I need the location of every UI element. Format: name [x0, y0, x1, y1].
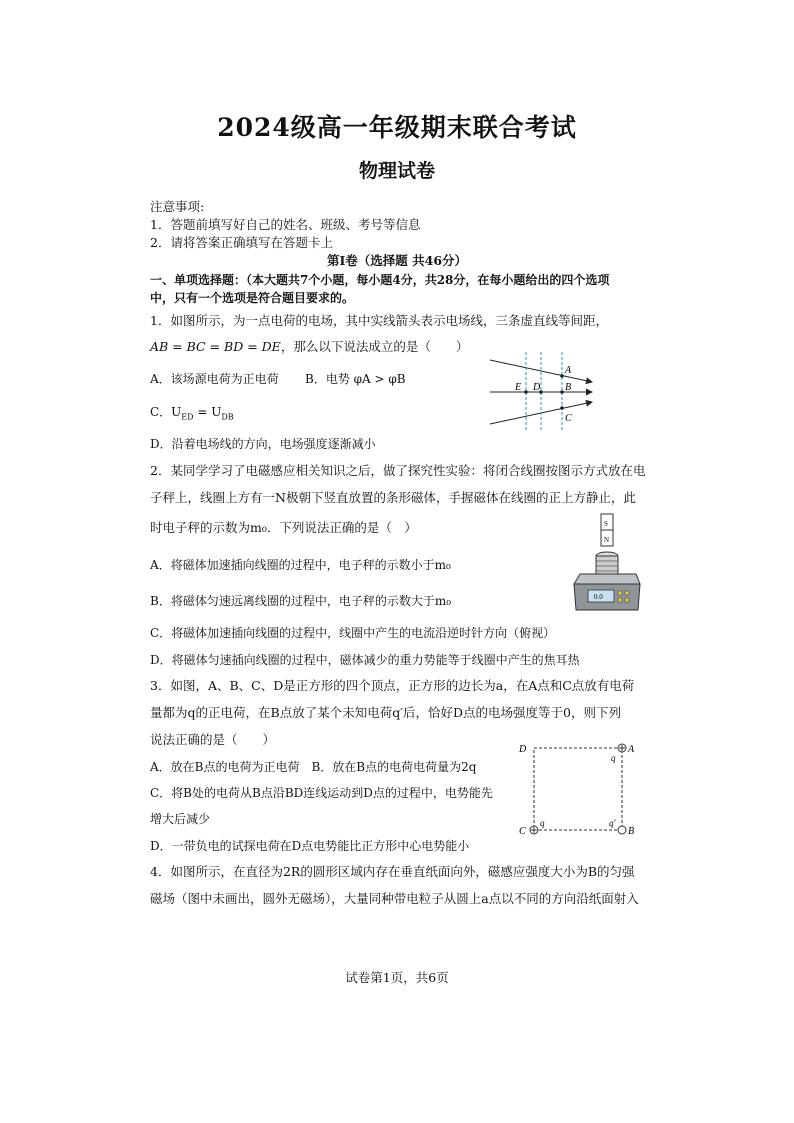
- notice-item-1: 1．答题前填写好自己的姓名、班级、考号等信息: [150, 217, 421, 232]
- q3-stem-line1: 3．如图，A、B、C、D是正方形的四个顶点，正方形的边长为a，在A点和C点放有电荷: [150, 678, 635, 693]
- q3-fig-label-q-a: q: [611, 753, 616, 763]
- q3-fig-label-q-c: q: [540, 818, 545, 828]
- q1-fig-label-b: B: [565, 382, 572, 393]
- q1-eq-suffix: ，那么以下说法成立的是（ ）: [280, 339, 469, 354]
- q1-fig-label-a: A: [565, 365, 572, 376]
- q1-option-c-mid: = U: [193, 405, 222, 419]
- q2-figure-scale-magnet: [570, 512, 642, 616]
- q3-fig-label-q-b: q′: [609, 818, 616, 828]
- q1-option-c: [150, 404, 234, 425]
- q2-fig-label-n: N: [604, 536, 610, 544]
- section-instruction-line1: 一、单项选择题：（本大题共7个小题，每小题4分，共28分，在每小题给出的四个选项: [150, 273, 610, 287]
- q3-fig-label-c: C: [519, 826, 526, 836]
- q4-stem-line2: 磁场（图中未画出，圆外无磁场），大量同种带电粒子从圆上a点以不同的方向沿纸面射入: [150, 891, 639, 906]
- q2-option-d: D．将磁体匀速插向线圈的过程中，磁体减少的重力势能等于线圈中产生的焦耳热: [150, 653, 580, 667]
- page-subtitle: 物理试卷: [358, 160, 435, 182]
- q3-option-ab: A．放在B点的电荷为正电荷 B．放在B点的电荷电荷量为2q: [150, 760, 477, 774]
- q1-stem-line1: 1．如图所示，为一点电荷的电场，其中实线箭头表示电场线，三条虚直线等间距，: [150, 313, 608, 328]
- q4-stem-line1: 4．如图所示，在直径为2R的圆形区域内存在垂直纸面向外，磁感应强度大小为B的匀强: [150, 864, 635, 879]
- q3-fig-label-d: D: [519, 744, 527, 755]
- q3-fig-label-b: B: [628, 826, 635, 836]
- notice-item-2: 2．请将答案正确填写在答题卡上: [150, 235, 333, 250]
- q1-fig-label-c: C: [565, 413, 572, 424]
- q1-option-b: B．电势 φA > φB: [305, 372, 406, 386]
- q3-fig-label-a: A: [628, 744, 635, 755]
- q3-option-c-line1: C．将B处的电荷从B点沿BD连线运动到D点的过程中，电势能先: [150, 786, 493, 800]
- q1-option-c-label: C．U: [150, 405, 182, 419]
- q2-option-c: C．将磁体加速插向线圈的过程中，线圈中产生的电流沿逆时针方向（俯视）: [150, 626, 556, 640]
- section-instruction-line2: 中，只有一个选项是符合题目要求的。: [150, 291, 355, 305]
- page-footer: 试卷第1页，共6页: [345, 970, 449, 985]
- q3-stem-line3: 说法正确的是（ ）: [150, 732, 276, 747]
- q1-figure-field-lines: [486, 350, 598, 434]
- notice-heading: 注意事项:: [150, 199, 205, 214]
- q2-stem-line2: 子秤上，线圈上方有一N极朝下竖直放置的条形磁体，手握磁体在线圈的正上方静止，此: [150, 490, 636, 505]
- section-title: 第Ⅰ卷（选择题 共46分）: [326, 253, 468, 268]
- q1-equation: AB = BC = BD = DE: [150, 339, 281, 354]
- q3-figure-square: [514, 740, 640, 836]
- q1-option-d: D．沿着电场线的方向，电场强度逐渐减小: [150, 437, 376, 451]
- q1-option-c-sub1: ED: [181, 412, 194, 422]
- q2-stem-line1: 2．某同学学习了电磁感应相关知识之后，做了探究性实验：将闭合线圈按图示方式放在电: [150, 463, 646, 478]
- q3-stem-line2: 量都为q的正电荷，在B点放了某个未知电荷q′后，恰好D点的电场强度等于0，则下列: [150, 705, 622, 720]
- q1-option-c-sub2: DB: [221, 412, 234, 422]
- q1-fig-label-e: E: [515, 382, 522, 393]
- q2-stem-line3: 时电子秤的示数为m₀．下列说法正确的是（ ）: [150, 520, 417, 535]
- q2-fig-label-s: S: [604, 520, 608, 528]
- q3-option-d: D．一带负电的试探电荷在D点电势能比正方形中心电势能小: [150, 839, 470, 853]
- q3-option-c-line2: 增大后减少: [150, 812, 211, 826]
- q1-option-a: A．该场源电荷为正电荷: [150, 372, 279, 386]
- q1-stem-line2: [150, 339, 468, 355]
- page-title: 2024级高一年级期末联合考试: [217, 113, 577, 142]
- q2-fig-display: 0.0: [594, 593, 603, 601]
- q1-fig-label-d: D: [533, 382, 541, 393]
- q2-option-a: A．将磁体加速插向线圈的过程中，电子秤的示数小于m₀: [150, 558, 451, 572]
- q2-option-b: B．将磁体匀速远离线圈的过程中，电子秤的示数大于m₀: [150, 594, 452, 608]
